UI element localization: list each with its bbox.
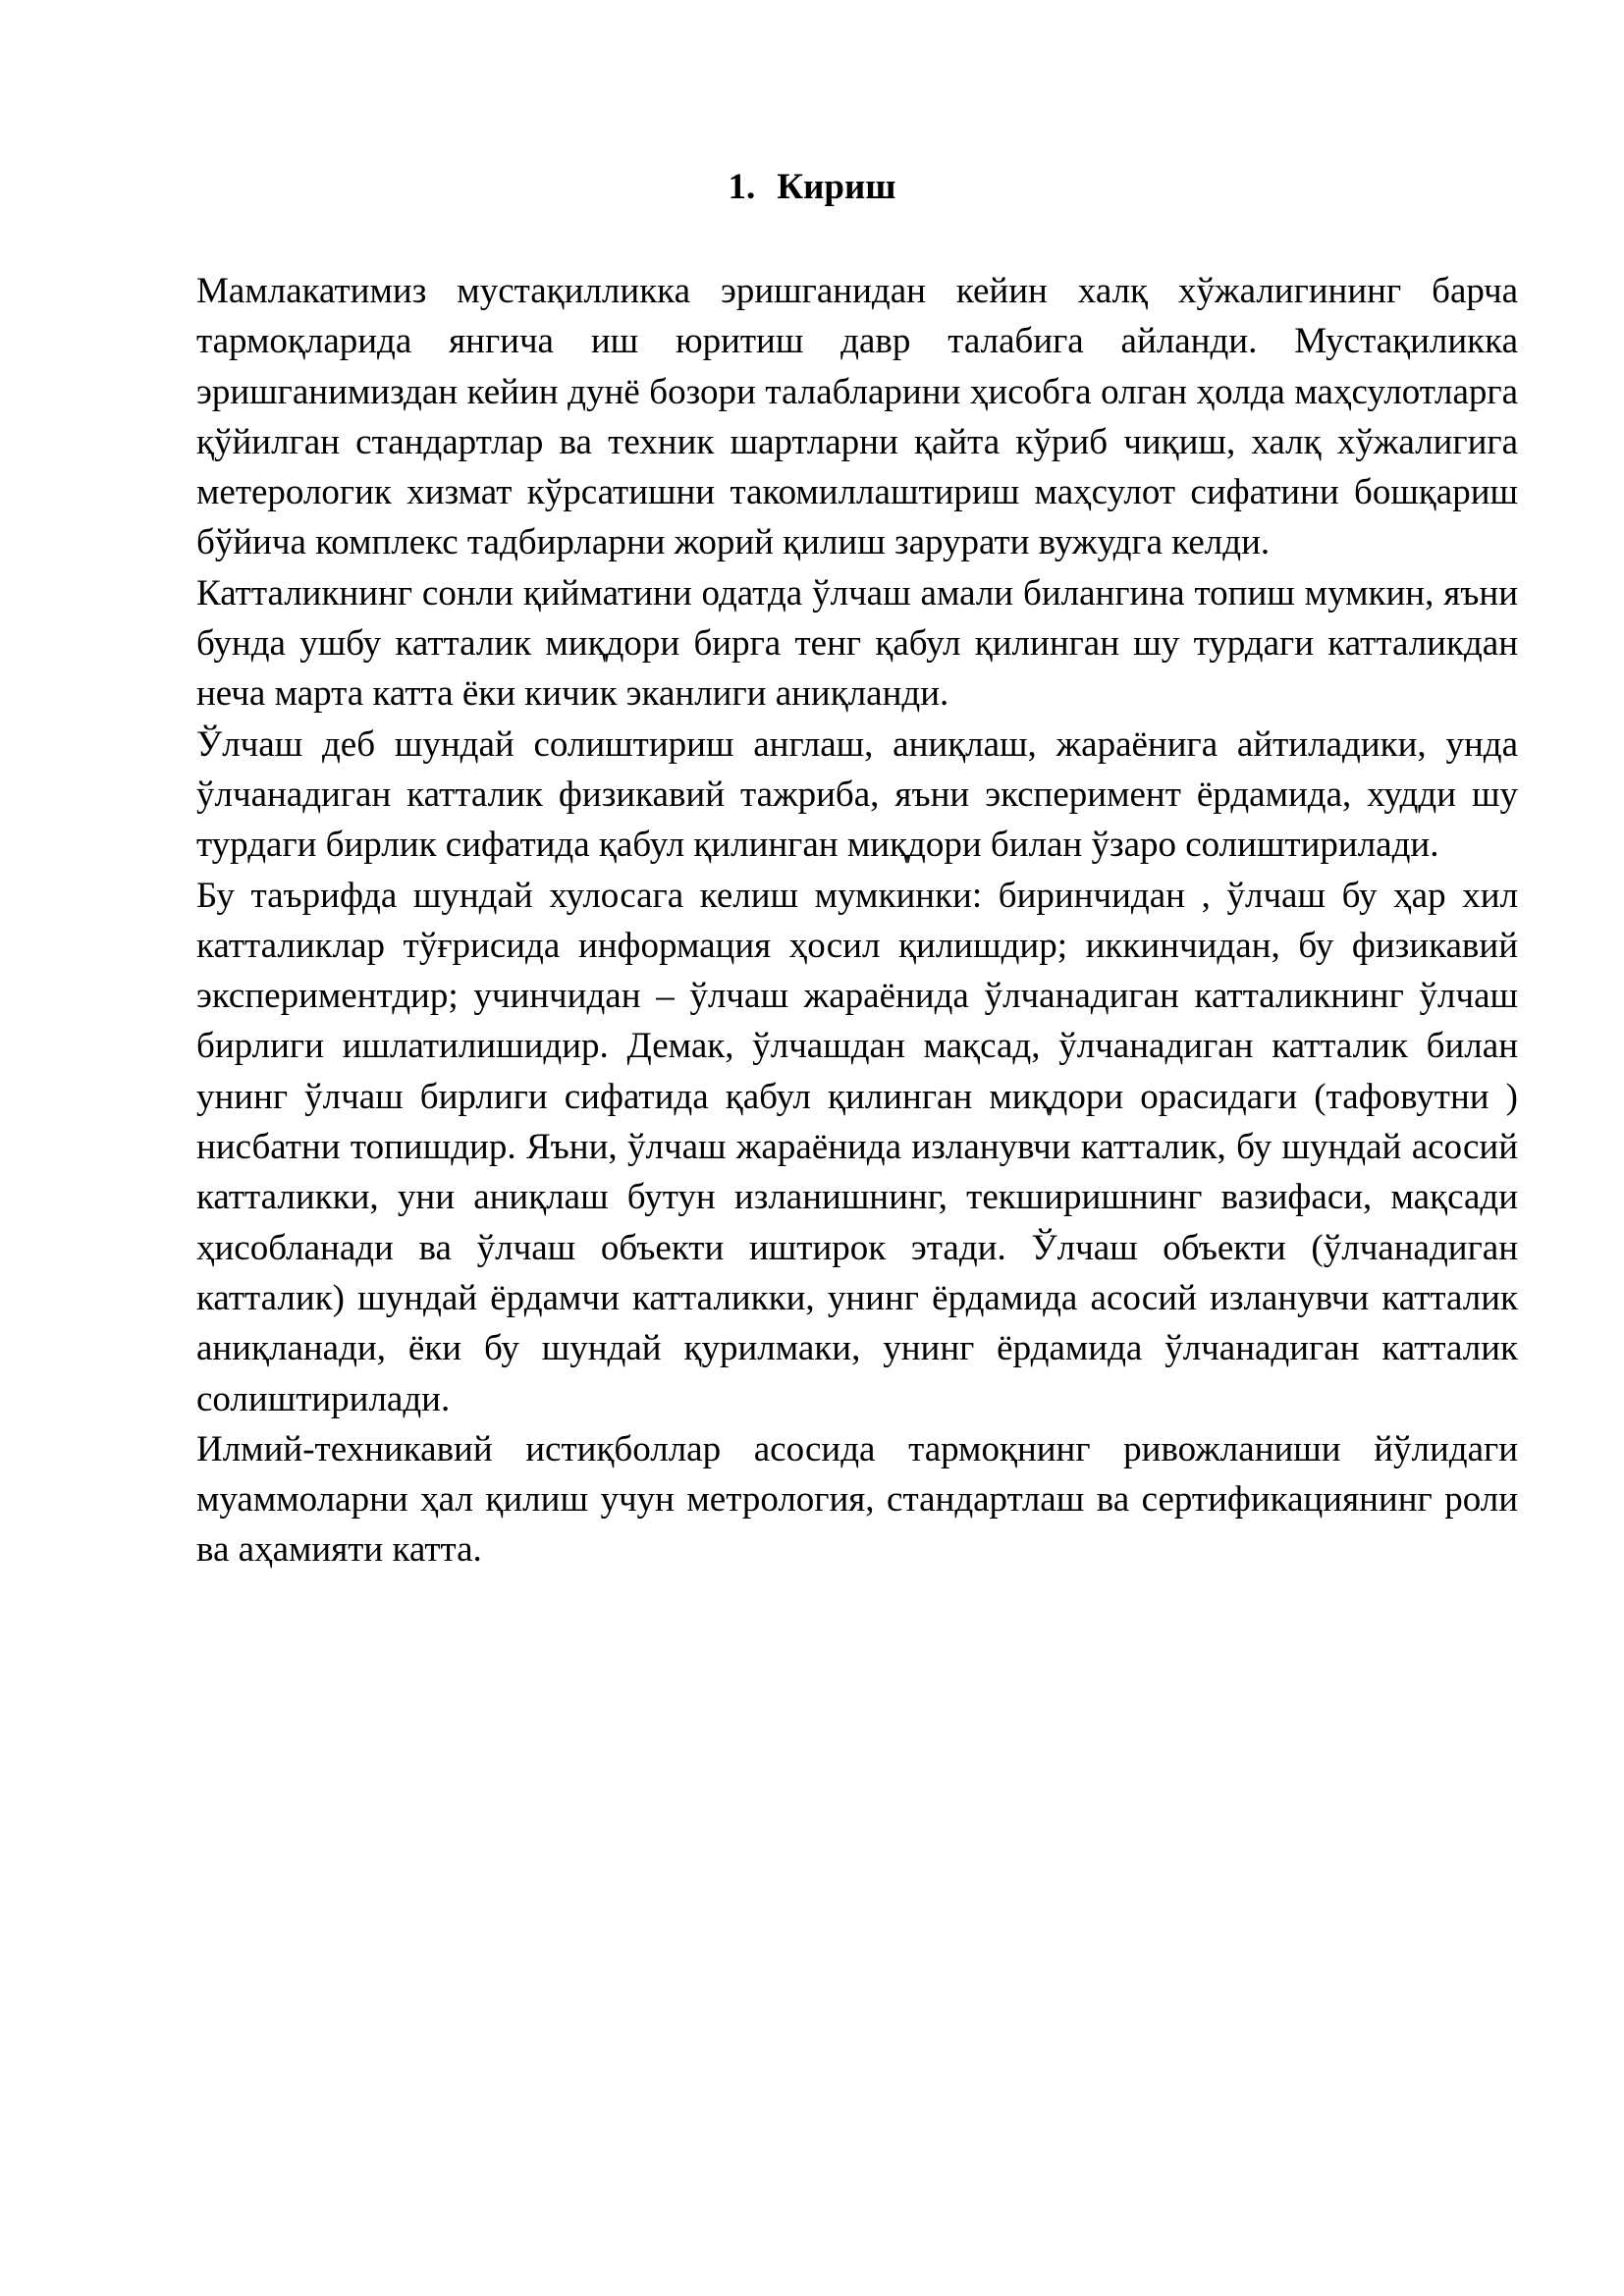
section-heading (0, 163, 1624, 212)
paragraph-measurement-definition: Ўлчаш деб шундай солиштириш англаш, аниқлаш, жараёнига айтиладики, унда ўлчанадиган катталик физикавий тажриба, яъни эксперимент ёрдамида, худди шу турдаги бирлик сифатида қабул қилинган миқдори билан ўзаро солиштирилади. (196, 723, 1518, 866)
section-number: 1. (728, 167, 756, 207)
paragraph-quantity-value: Катталикнинг сонли қийматини одатда ўлчаш амали билангина топиш мумкин, яъни бунда ушбу катталик миқдори бирга тенг қабул қилинган шу турдаги катталикдан неча марта катта ёки кичик эканлиги аниқланди. (196, 572, 1518, 715)
paragraph-independence: Мамлакатимиз мустақилликка эришганидан кейин халқ хўжалигининг барча тармоқларида янгича иш юритиш давр талабига айланди. Мустақиликка эришганимиздан кейин дунё бозори талабларини ҳисобга олган ҳолда маҳсулотларга қўйилган стандартлар ва техник шартларни қайта кўриб чиқиш, халқ хўжалигига метерологик хизмат кўрсатишни такомиллаштириш маҳсулот сифатини бошқариш бўйича комплекс тадбирларни жорий қилиш зарурати вужудга келди. (196, 271, 1518, 563)
body-text (196, 266, 1518, 1575)
section-title: Кириш (777, 167, 896, 207)
paragraph-conclusions: Бу таърифда шундай хулосага келиш мумкинки: биринчидан , ўлчаш бу ҳар хил катталиклар тўғрисида информация ҳосил қилишдир; иккинчидан, бу физикавий экспериментдир; учинчидан – ўлчаш жараёнида ўлчанадиган катталикнинг ўлчаш бирлиги ишлатилишидир. Демак, ўлчашдан мақсад, ўлчанадиган катталик билан унинг ўлчаш бирлиги сифатида қабул қилинган миқдори орасидаги (тафовутни ) нисбатни топишдир. Яъни, ўлчаш жараёнида изланувчи катталик, бу шундай асосий катталикки, уни аниқлаш бутун изланишнинг, текширишнинг вазифаси, мақсади ҳисобланади ва ўлчаш объекти иштирок этади. Ўлчаш объекти (ўлчанадиган катталик) шундай ёрдамчи катталикки, унинг ёрдамида асосий изланувчи катталик аниқланади, ёки бу шундай қурилмаки, унинг ёрдамида ўлчанадиган катталик солиштирилади. (196, 875, 1518, 1419)
paragraph-metrology-role: Илмий-техникавий истиқболлар асосида тармоқнинг ривожланиши йўлидаги муаммоларни ҳал қилиш учун метрология, стандартлаш ва сертификациянинг роли ва аҳамияти катта. (196, 1428, 1518, 1571)
